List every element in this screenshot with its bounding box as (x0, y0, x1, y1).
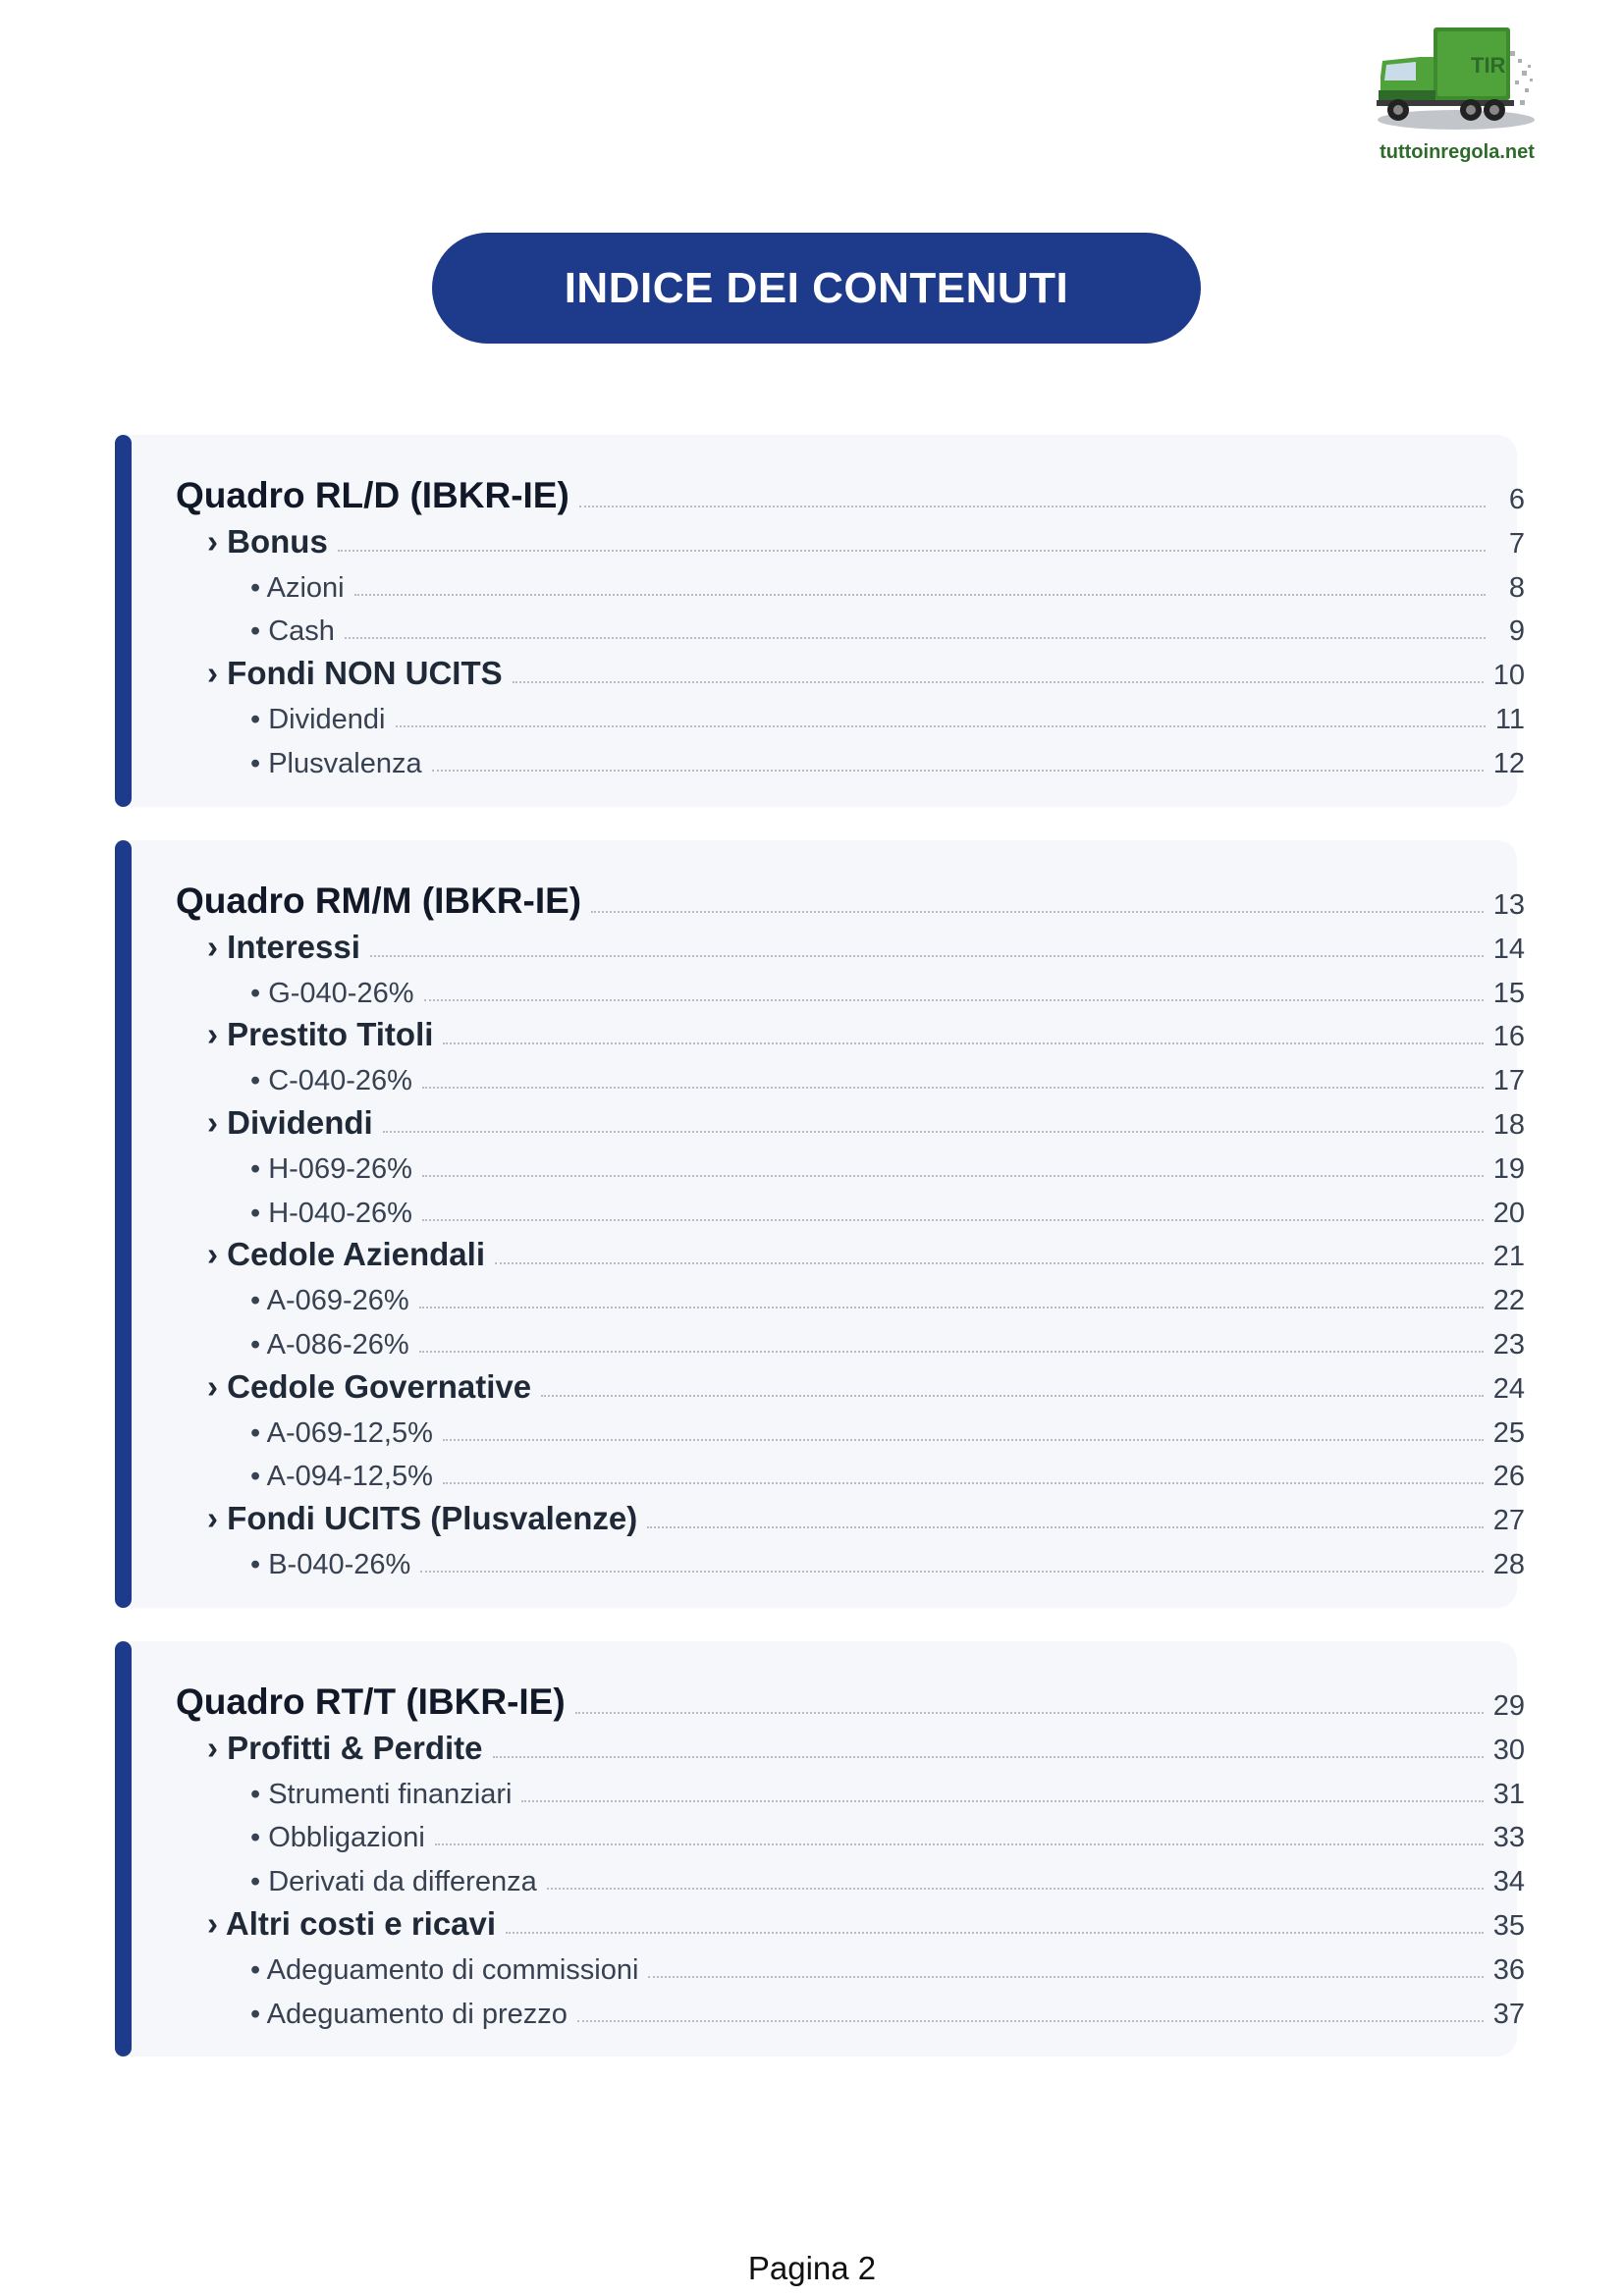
toc-item[interactable] (176, 1543, 1525, 1587)
toc-heading[interactable] (176, 471, 1525, 522)
logo-text: tuttoinregola.net (1380, 141, 1535, 163)
toc-page-number: 19 (1492, 1152, 1525, 1185)
dot-leader (354, 594, 1486, 596)
toc-subheading[interactable] (176, 928, 1525, 972)
toc-entry-label: • Azioni (250, 571, 345, 604)
toc-subheading[interactable] (176, 1236, 1525, 1280)
toc-heading[interactable] (176, 1678, 1525, 1729)
toc-page-number: 21 (1492, 1241, 1525, 1273)
toc-page-number: 34 (1492, 1866, 1525, 1898)
toc-page-number: 11 (1494, 703, 1525, 735)
toc-entry-label: • H-069-26% (250, 1152, 412, 1185)
toc-entry-label: › Fondi UCITS (Plusvalenze) (207, 1500, 638, 1537)
toc-entry-label: • Derivati da differenza (250, 1866, 537, 1898)
toc-item[interactable] (176, 972, 1525, 1016)
dot-leader (591, 911, 1484, 913)
dot-leader (424, 999, 1484, 1001)
toc-page-number: 31 (1492, 1778, 1525, 1810)
toc-page-number: 30 (1492, 1734, 1525, 1766)
toc-subheading[interactable] (176, 1904, 1525, 1949)
dot-leader (647, 1526, 1484, 1528)
dot-leader (443, 1482, 1484, 1484)
toc-entry-label: Quadro RT/T (IBKR-IE) (176, 1682, 566, 1722)
toc-subheading[interactable] (176, 654, 1525, 698)
toc-item[interactable] (176, 742, 1525, 786)
toc-entry-label: • B-040-26% (250, 1548, 411, 1580)
dot-leader (513, 681, 1484, 683)
dot-leader (420, 1571, 1483, 1573)
dot-leader (506, 1932, 1484, 1934)
toc-entry-label: • Cash (250, 615, 335, 648)
toc-entry-label: • Dividendi (250, 703, 386, 735)
section-accent-bar (115, 840, 132, 1608)
toc-page-number: 36 (1492, 1953, 1525, 1986)
toc-entry-label: › Bonus (207, 522, 328, 560)
toc-entry-label: › Cedole Aziendali (207, 1236, 485, 1273)
dot-leader (338, 550, 1486, 552)
dot-leader (541, 1395, 1484, 1397)
page-title: INDICE DEI CONTENUTI (432, 233, 1201, 344)
dot-leader (422, 1175, 1484, 1177)
toc-page-number: 27 (1492, 1505, 1525, 1537)
dot-leader (419, 1307, 1484, 1308)
page-number: Pagina 2 (747, 2250, 877, 2286)
logo (1373, 22, 1540, 169)
svg-text:TIR: TIR (1471, 53, 1506, 78)
dot-leader (521, 1800, 1483, 1802)
toc-entry-label: › Altri costi e ricavi (207, 1904, 497, 1942)
toc-page-number: 28 (1492, 1548, 1525, 1580)
toc-entry-label: • A-069-12,5% (250, 1416, 433, 1449)
section-accent-bar (115, 435, 132, 807)
toc-page-number: 25 (1492, 1416, 1525, 1449)
toc-item[interactable] (176, 1773, 1525, 1817)
dot-leader (575, 1712, 1484, 1714)
toc-page-number: 29 (1492, 1690, 1525, 1722)
dot-leader (396, 725, 1486, 727)
toc-section-rtt (115, 1641, 1525, 2056)
toc-item[interactable] (176, 1192, 1525, 1236)
dot-leader (579, 506, 1486, 507)
green-truck-icon (1373, 22, 1540, 139)
dot-leader (493, 1756, 1484, 1758)
toc-page-number: 23 (1492, 1328, 1525, 1361)
toc-item[interactable] (176, 1279, 1525, 1323)
toc-entry-label: › Dividendi (207, 1103, 373, 1141)
toc-entry-label: • Plusvalenza (250, 747, 422, 779)
toc-subheading[interactable] (176, 1367, 1525, 1412)
toc-entry-label: • C-040-26% (250, 1065, 412, 1097)
toc-entry-label: • H-040-26% (250, 1197, 412, 1229)
toc-item[interactable] (176, 1456, 1525, 1500)
toc-item[interactable] (176, 1059, 1525, 1103)
toc-entry-label: • A-069-26% (250, 1285, 409, 1317)
toc-page-number: 16 (1492, 1021, 1525, 1053)
toc-page-number: 9 (1508, 615, 1525, 648)
toc-entries (176, 877, 1525, 1587)
dot-leader (435, 1843, 1484, 1845)
toc-entry-label: • A-094-12,5% (250, 1461, 433, 1493)
toc-page-number: 18 (1492, 1108, 1525, 1141)
toc-item[interactable] (176, 698, 1525, 742)
dot-leader (422, 1087, 1484, 1089)
toc-section-rld (115, 435, 1525, 807)
toc-page-number: 22 (1492, 1285, 1525, 1317)
toc-entry-label: › Cedole Governative (207, 1367, 532, 1405)
toc-page-number: 13 (1492, 889, 1525, 921)
toc-page-number: 7 (1508, 527, 1525, 560)
toc-section-rmm (115, 840, 1525, 1608)
dot-leader (419, 1351, 1484, 1353)
toc-entry-label: › Profitti & Perdite (207, 1729, 483, 1766)
toc-page-number: 26 (1492, 1461, 1525, 1493)
toc-subheading[interactable] (176, 522, 1525, 566)
dot-leader (370, 955, 1484, 957)
toc-item[interactable] (176, 611, 1525, 655)
dot-leader (443, 1042, 1483, 1044)
toc-subheading[interactable] (176, 1729, 1525, 1773)
toc-entry-label: › Prestito Titoli (207, 1016, 434, 1053)
toc-entry-label: • G-040-26% (250, 977, 414, 1009)
toc-item[interactable] (176, 1860, 1525, 1904)
dot-leader (432, 770, 1484, 772)
dot-leader (495, 1262, 1484, 1264)
toc-page-number: 14 (1492, 933, 1525, 965)
toc-item[interactable] (176, 1949, 1525, 1993)
toc-entry-label: • Strumenti finanziari (250, 1778, 513, 1810)
toc-entry-label: • A-086-26% (250, 1328, 409, 1361)
toc-item[interactable] (176, 1412, 1525, 1456)
toc-page-number: 8 (1508, 571, 1525, 604)
toc-entry-label: Quadro RM/M (IBKR-IE) (176, 881, 582, 921)
toc-entries (176, 471, 1525, 786)
toc-page-number: 20 (1492, 1197, 1525, 1229)
toc-entry-label: • Adeguamento di commissioni (250, 1953, 639, 1986)
toc-item[interactable] (176, 1148, 1525, 1192)
dot-leader (345, 637, 1486, 639)
toc-page-number: 35 (1492, 1909, 1525, 1942)
dot-leader (443, 1439, 1484, 1441)
toc-entry-label: › Interessi (207, 928, 360, 965)
toc-entries (176, 1678, 1525, 2037)
toc-entry-label: • Adeguamento di prezzo (250, 1998, 568, 2030)
toc-entry-label: • Obbligazioni (250, 1822, 425, 1854)
toc-heading[interactable] (176, 877, 1525, 928)
toc-page-number: 15 (1492, 977, 1525, 1009)
section-accent-bar (115, 1641, 132, 2056)
toc-entry-label: Quadro RL/D (IBKR-IE) (176, 475, 569, 515)
dot-leader (577, 2020, 1484, 2022)
toc-page-number: 6 (1508, 484, 1525, 515)
dot-leader (422, 1219, 1484, 1221)
toc-page-number: 24 (1492, 1372, 1525, 1405)
toc-item[interactable] (176, 1323, 1525, 1367)
toc-subheading[interactable] (176, 1103, 1525, 1148)
dot-leader (547, 1888, 1484, 1890)
dot-leader (383, 1131, 1484, 1133)
toc-page-number: 33 (1492, 1822, 1525, 1854)
toc-page-number: 10 (1492, 660, 1525, 692)
toc-item[interactable] (176, 566, 1525, 611)
toc-page-number: 17 (1492, 1065, 1525, 1097)
toc-item[interactable] (176, 1817, 1525, 1861)
toc-page-number: 12 (1492, 747, 1525, 779)
toc-entry-label: › Fondi NON UCITS (207, 655, 503, 692)
toc-subheading[interactable] (176, 1016, 1525, 1060)
dot-leader (648, 1976, 1483, 1978)
toc-page-number: 37 (1492, 1998, 1525, 2030)
toc-item[interactable] (176, 1993, 1525, 2037)
toc-subheading[interactable] (176, 1499, 1525, 1543)
